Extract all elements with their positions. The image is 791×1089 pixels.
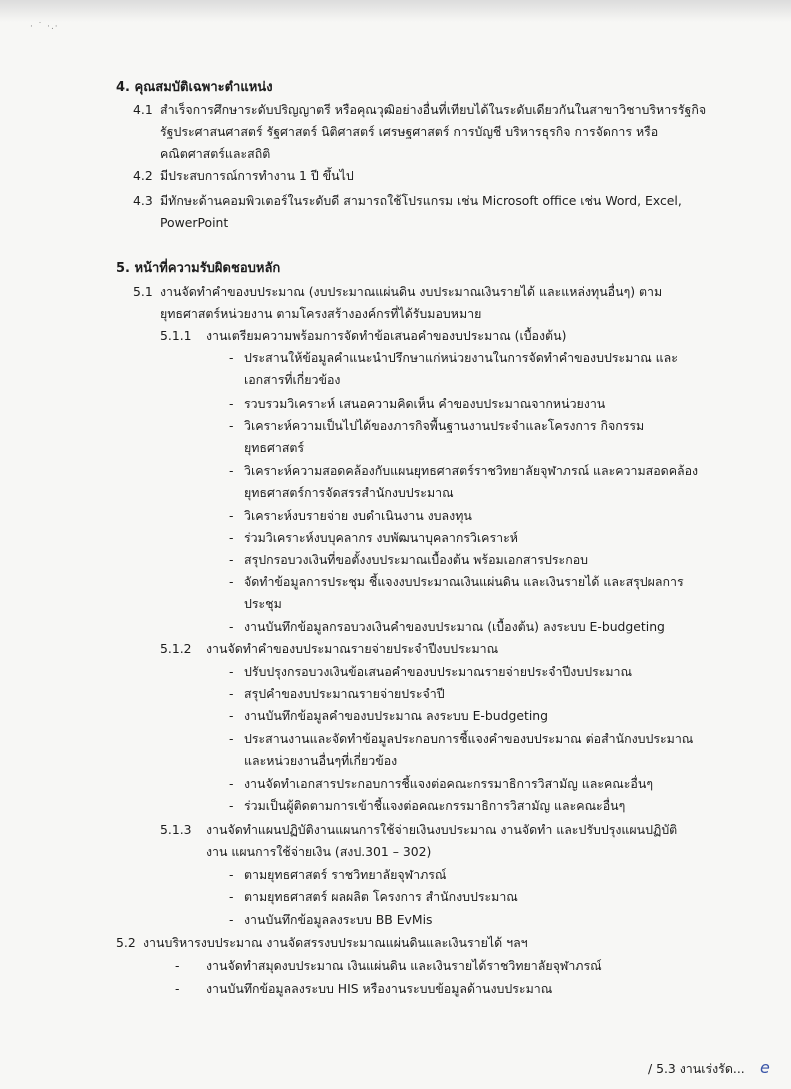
- bullet-dash: -: [229, 463, 234, 478]
- list-item: รวบรวมวิเคราะห์ เสนอความคิดเห็น คำของบประมาณจากหน่วยงาน: [244, 396, 606, 411]
- section-5-heading: 5. หน้าที่ความรับผิดชอบหลัก: [116, 261, 281, 276]
- list-item: วิเคราะห์งบรายจ่าย งบดำเนินงาน งบลงทุน: [244, 508, 472, 523]
- bullet-dash: -: [229, 530, 234, 545]
- list-item: ประสานให้ข้อมูลคำแนะนำปรึกษาแก่หน่วยงานในการจัดทำคำของบประมาณ และ: [244, 350, 678, 365]
- bullet-dash: -: [229, 708, 234, 723]
- item-4-1-line: รัฐประศาสนศาสตร์ รัฐศาสตร์ นิติศาสตร์ เศรษฐศาสตร์ การบัญชี บริหารธุรกิจ การจัดการ หรือ: [160, 124, 659, 139]
- sub-5-1-1-number: 5.1.1: [160, 328, 192, 343]
- item-5-2-number: 5.2: [116, 935, 136, 950]
- sub-5-1-1-title: งานเตรียมความพร้อมการจัดทำข้อเสนอคำของบประมาณ (เบื้องต้น): [206, 328, 567, 343]
- item-4-2-line: มีประสบการณ์การทำงาน 1 ปี ขึ้นไป: [160, 168, 354, 183]
- list-item: งานบันทึกข้อมูลลงระบบ BB EvMis: [244, 912, 433, 927]
- continuation-note: / 5.3 งานเร่งรัด...: [648, 1061, 745, 1076]
- bullet-dash: -: [175, 958, 180, 973]
- list-item: ประสานงานและจัดทำข้อมูลประกอบการชี้แจงคำของบประมาณ ต่อสำนักงบประมาณ: [244, 731, 694, 746]
- handwritten-initial: e: [760, 1058, 770, 1077]
- section-4-heading: 4. คุณสมบัติเฉพาะตำแหน่ง: [116, 80, 273, 95]
- sub-5-1-3-line: งาน แผนการใช้จ่ายเงิน (สงป.301 – 302): [206, 844, 432, 859]
- bullet-dash: -: [229, 350, 234, 365]
- list-item: จัดทำข้อมูลการประชุม ชี้แจงงบประมาณเงินแผ่นดิน และเงินรายได้ และสรุปผลการ: [244, 574, 684, 589]
- list-item-continuation: ประชุม: [244, 596, 282, 611]
- list-item: ร่วมวิเคราะห์งบบุคลากร งบพัฒนาบุคลากรวิเคราะห์: [244, 530, 518, 545]
- list-item: งานบันทึกข้อมูลคำของบประมาณ ลงระบบ E-budgeting: [244, 708, 548, 723]
- bullet-dash: -: [229, 776, 234, 791]
- sub-5-1-3-number: 5.1.3: [160, 822, 192, 837]
- list-item: สรุปคำของบประมาณรายจ่ายประจำปี: [244, 686, 445, 701]
- bullet-dash: -: [229, 731, 234, 746]
- list-item: ปรับปรุงกรอบวงเงินข้อเสนอคำของบประมาณรายจ่ายประจำปีงบประมาณ: [244, 664, 632, 679]
- list-item: งานบันทึกข้อมูลกรอบวงเงินคำของบประมาณ (เบื้องต้น) ลงระบบ E-budgeting: [244, 619, 665, 634]
- list-item: ตามยุทธศาสตร์ ราชวิทยาลัยจุฬาภรณ์: [244, 867, 447, 882]
- list-item: งานจัดทำสมุดงบประมาณ เงินแผ่นดิน และเงินรายได้ราชวิทยาลัยจุฬาภรณ์: [206, 958, 602, 973]
- bullet-dash: -: [229, 508, 234, 523]
- item-5-1-line: ยุทธศาสตร์หน่วยงาน ตามโครงสร้างองค์กรที่ได้รับมอบหมาย: [160, 306, 482, 321]
- bullet-dash: -: [229, 396, 234, 411]
- bullet-dash: -: [229, 686, 234, 701]
- list-item: สรุปกรอบวงเงินที่ขอตั้งงบประมาณเบื้องต้น พร้อมเอกสารประกอบ: [244, 552, 589, 567]
- list-item-continuation: ยุทธศาสตร์: [244, 440, 305, 455]
- bullet-dash: -: [229, 889, 234, 904]
- item-4-1-line: สำเร็จการศึกษาระดับปริญญาตรี หรือคุณวุฒิอย่างอื่นที่เทียบได้ในระดับเดียวกันในสาขาวิชาบริหารรัฐกิจ: [160, 102, 707, 117]
- item-4-1-line: คณิตศาสตร์และสถิติ: [160, 146, 271, 161]
- sub-5-1-2-title: งานจัดทำคำของบประมาณรายจ่ายประจำปีงบประมาณ: [206, 641, 499, 656]
- list-item: ร่วมเป็นผู้ติดตามการเข้าชี้แจงต่อคณะกรรมาธิการวิสามัญ และคณะอื่นๆ: [244, 798, 626, 813]
- item-4-3-line: มีทักษะด้านคอมพิวเตอร์ในระดับดี สามารถใช้โปรแกรม เช่น Microsoft office เช่น Word, Excel,: [160, 193, 682, 208]
- bullet-dash: -: [229, 664, 234, 679]
- bullet-dash: -: [175, 981, 180, 996]
- list-item-continuation: เอกสารที่เกี่ยวข้อง: [244, 372, 341, 387]
- bullet-dash: -: [229, 552, 234, 567]
- list-item-continuation: และหน่วยงานอื่นๆที่เกี่ยวข้อง: [244, 753, 398, 768]
- list-item: งานจัดทำเอกสารประกอบการชี้แจงต่อคณะกรรมาธิการวิสามัญ และคณะอื่นๆ: [244, 776, 653, 791]
- bullet-dash: -: [229, 418, 234, 433]
- list-item-continuation: ยุทธศาสตร์การจัดสรรสำนักงบประมาณ: [244, 485, 454, 500]
- list-item: ตามยุทธศาสตร์ ผลผลิต โครงการ สำนักงบประมาณ: [244, 889, 518, 904]
- list-item: วิเคราะห์ความสอดคล้องกับแผนยุทธศาสตร์ราชวิทยาลัยจุฬาภรณ์ และความสอดคล้อง: [244, 463, 699, 478]
- bullet-dash: -: [229, 798, 234, 813]
- scan-specks: · ˙ ·.·: [30, 22, 59, 32]
- item-5-2-line: งานบริหารงบประมาณ งานจัดสรรงบประมาณแผ่นดินและเงินรายได้ ฯลฯ: [143, 935, 528, 950]
- list-item: งานบันทึกข้อมูลลงระบบ HIS หรืองานระบบข้อมูลด้านงบประมาณ: [206, 981, 553, 996]
- item-4-2-number: 4.2: [133, 168, 153, 183]
- item-5-1-line: งานจัดทำคำของบประมาณ (งบประมาณแผ่นดิน งบประมาณเงินรายได้ และแหล่งทุนอื่นๆ) ตาม: [160, 284, 663, 299]
- item-4-3-number: 4.3: [133, 193, 153, 208]
- bullet-dash: -: [229, 867, 234, 882]
- item-4-1-number: 4.1: [133, 102, 153, 117]
- list-item: วิเคราะห์ความเป็นไปได้ของภารกิจพื้นฐานงานประจำและโครงการ กิจกรรม: [244, 418, 645, 433]
- item-5-1-number: 5.1: [133, 284, 153, 299]
- bullet-dash: -: [229, 912, 234, 927]
- sub-5-1-3-line: งานจัดทำแผนปฏิบัติงานแผนการใช้จ่ายเงินงบประมาณ งานจัดทำ และปรับปรุงแผนปฏิบัติ: [206, 822, 678, 837]
- bullet-dash: -: [229, 619, 234, 634]
- scan-edge-shadow: [0, 0, 791, 22]
- item-4-3-line: PowerPoint: [160, 215, 229, 230]
- sub-5-1-2-number: 5.1.2: [160, 641, 192, 656]
- bullet-dash: -: [229, 574, 234, 589]
